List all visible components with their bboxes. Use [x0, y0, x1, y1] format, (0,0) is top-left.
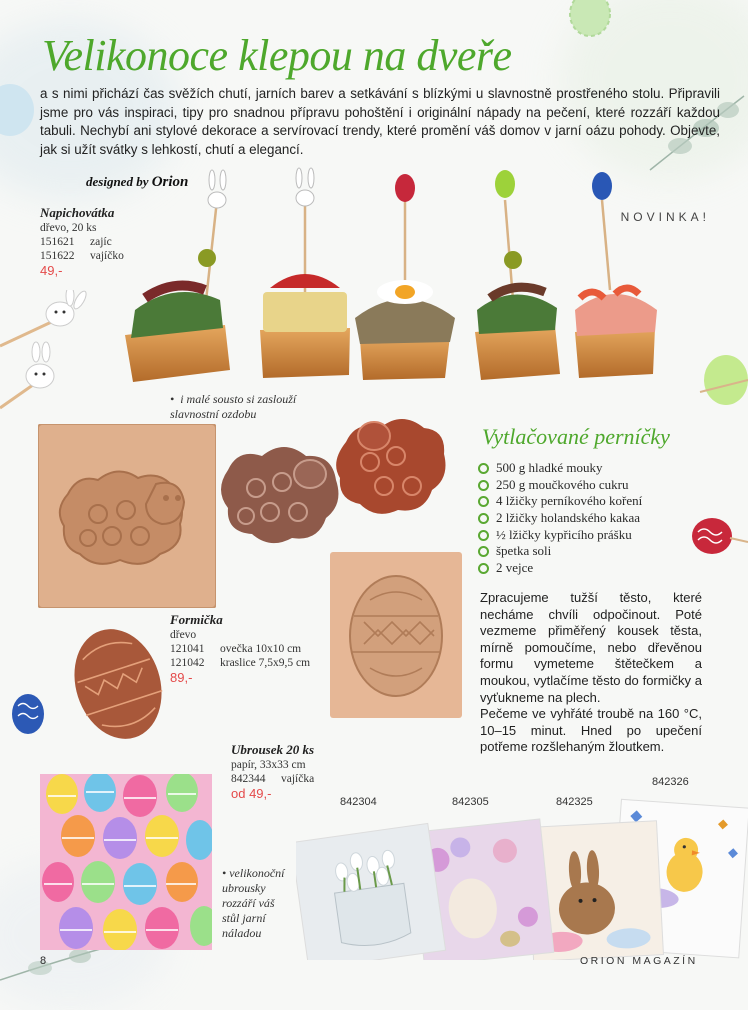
product-variant — [231, 772, 314, 786]
page-title: Velikonoce klepou na dveře — [42, 31, 512, 80]
product-material: papír, 33x33 cm — [231, 759, 306, 771]
egg-mold-photo — [330, 552, 462, 718]
product-code: 121041 — [170, 643, 205, 655]
product-price: 49,- — [40, 263, 63, 278]
easter-egg-decoration — [684, 510, 748, 560]
product-material: dřevo — [170, 629, 197, 641]
product-name: Ubrousek 20 ks — [231, 742, 315, 757]
designed-by-prefix: designed by — [86, 174, 149, 189]
sheep-mold-photo — [38, 424, 216, 608]
product-variant-label: vajíčko — [90, 250, 124, 262]
caption-napkins — [222, 866, 292, 941]
napkin-code: 842305 — [452, 796, 489, 808]
product-code: 151621 — [40, 236, 75, 248]
easter-egg-decoration — [0, 80, 40, 140]
product-forms — [170, 612, 310, 685]
ingredient-item: ½ lžičky kypřicího prášku — [476, 527, 642, 544]
brand-name: Orion — [151, 174, 189, 190]
product-code: 121042 — [170, 657, 205, 669]
product-variant — [170, 642, 310, 656]
product-variant — [170, 656, 310, 670]
product-name: Napichovátka — [40, 205, 115, 220]
eggs-napkin-photo — [40, 774, 212, 950]
egg-cookie-photo — [62, 620, 172, 746]
ingredients-list — [476, 460, 642, 577]
bullet-dot: • — [222, 866, 230, 880]
intro-paragraph: a s nimi přichází čas svěžích chutí, jarních barev a setkávání s blízkými u slavnostně prostřeného stolu. Připravili jsme pro vás inspiraci, tipy pro snadnou přípravu pohoštění i originální nápady na pečení, které rozzáří každou tabuli. Nechybí ani stylové dekorace a servírovací trendy, které promění váš domov v jarní oázu pohody. Objevte, jak si užít svátky s lehkostí, chutí a elegancí. — [40, 86, 720, 157]
recipe-title: Vytlačované perníčky — [482, 424, 670, 449]
product-name: Formička — [170, 612, 223, 627]
bunny-picks-illustration — [0, 290, 110, 420]
bullet-dot: • — [170, 392, 181, 406]
caption-canapes — [170, 392, 300, 422]
magazine-name: ORION MAGAZÍN — [580, 955, 698, 967]
product-variant-label: zajíc — [90, 236, 112, 248]
easter-egg-decoration — [560, 0, 620, 40]
easter-egg-decoration — [690, 350, 748, 410]
recipe-step: Pečeme ve vyhřáté troubě na 160 °C, 10–15 minut. Hned po upečení potřeme rozšlehaným žloutkem. — [480, 706, 702, 755]
product-code: 151622 — [40, 250, 75, 262]
napkins-fan-photo — [296, 790, 748, 960]
product-variant-label: kraslice 7,5x9,5 cm — [220, 657, 311, 669]
ingredient-item: špetka soli — [476, 543, 642, 560]
ingredient-item: 2 lžičky holandského kakaa — [476, 510, 642, 527]
product-code: 842344 — [231, 773, 266, 785]
napkin-code: 842325 — [556, 796, 593, 808]
ingredient-item: 250 g moučkového cukru — [476, 477, 642, 494]
novinka-badge: NOVINKA! — [620, 210, 710, 224]
canapes-photo — [105, 160, 665, 385]
caption-text: i malé sousto si zaslouží slavnostní ozdobu — [170, 392, 297, 421]
product-material: dřevo, 20 ks — [40, 222, 97, 234]
product-price: 89,- — [170, 670, 193, 685]
napkin-code: 842326 — [652, 776, 689, 788]
sheep-cookie-photo — [212, 430, 342, 554]
product-price: od 49,- — [231, 786, 272, 801]
ingredient-item: 4 lžičky perníkového koření — [476, 493, 642, 510]
recipe-instructions — [480, 590, 702, 756]
ingredient-item: 2 vejce — [476, 560, 642, 577]
page-number: 8 — [40, 955, 47, 967]
product-variant-label: vajíčka — [281, 773, 315, 785]
napkin-code: 842304 — [340, 796, 377, 808]
recipe-step: Zpracujeme tužší těsto, které necháme chvíli odpočinout. Poté vezmeme přiměřený kousek těsta, mírně pomoučíme, nebo dřevěnou formu vymeteme štětečkem a moukou, vytlačíme těsto do formičky a vyťukneme na plech. — [480, 590, 702, 705]
caption-text: velikonoční ubrousky rozzáří váš stůl jarní náladou — [222, 866, 285, 940]
easter-egg-decoration — [0, 690, 60, 740]
ingredient-item: 500 g hladké mouky — [476, 460, 642, 477]
sheep-cookie-photo — [334, 406, 446, 524]
product-variant-label: ovečka 10x10 cm — [220, 643, 302, 655]
